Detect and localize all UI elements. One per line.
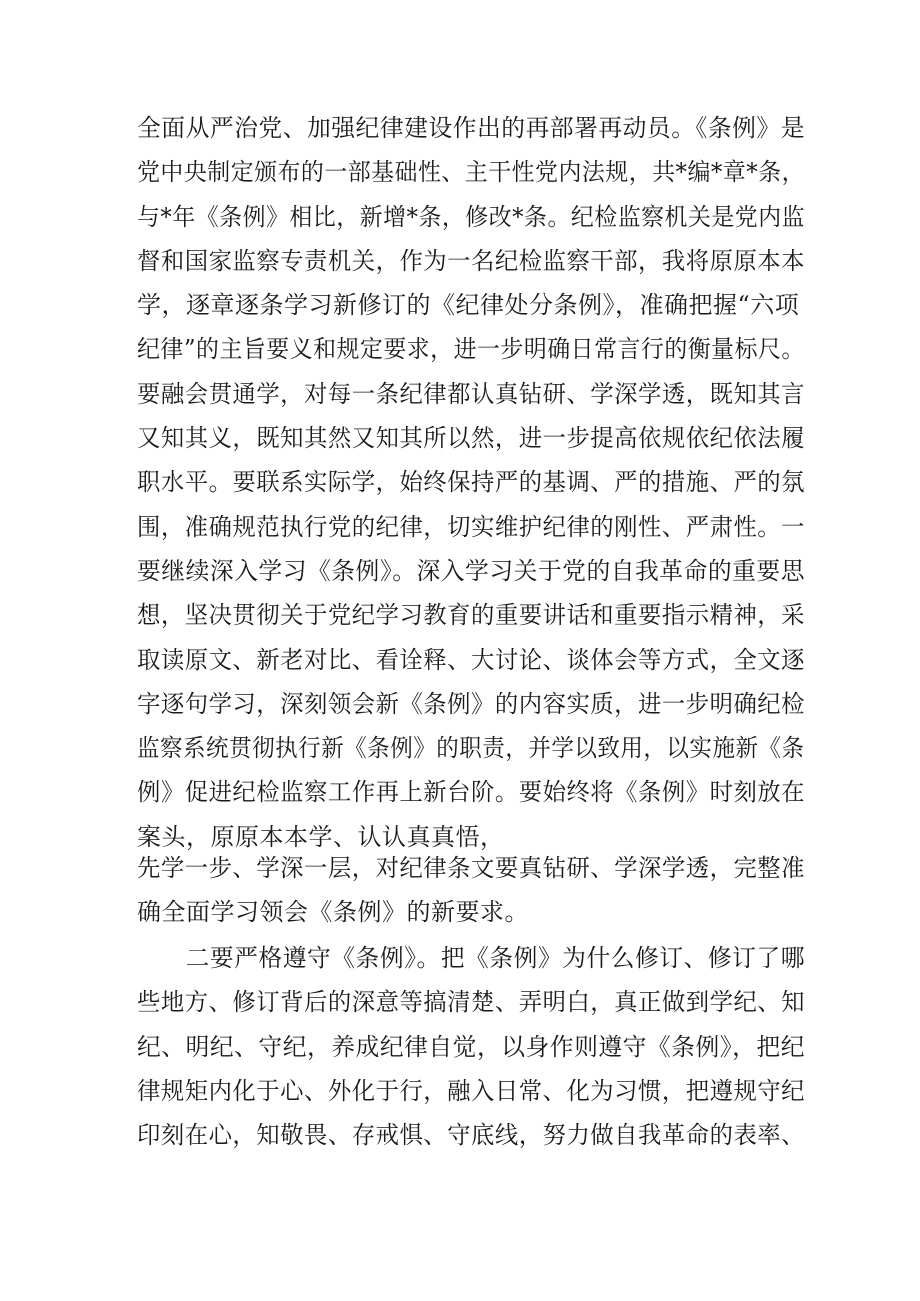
paragraph-continuation bbox=[137, 846, 806, 935]
text-line: 些地方、修订背后的深意等搞清楚、弄明白，真正做到学纪、知 bbox=[137, 988, 806, 1017]
text-line: 职水平。要联系实际学，始终保持严的基调、严的措施、严的氛 bbox=[137, 468, 806, 497]
text-line: 要融会贯通学，对每一条纪律都认真钻研、学深学透，既知其言 bbox=[137, 379, 806, 408]
text-line: 先学一步、学深一层，对纪律条文要真钻研、学深学透，完整准 bbox=[137, 854, 806, 882]
text-line: 确全面学习领会《条例》的新要求。 bbox=[137, 898, 529, 927]
text-line: 字逐句学习，深刻领会新《条例》的内容实质，进一步明确纪检 bbox=[137, 689, 806, 718]
text-line: 又知其义，既知其然又知其所以然，进一步提高依规依纪依法履 bbox=[137, 424, 806, 453]
text-line: 纪律”的主旨要义和规定要求，进一步明确日常言行的衡量标尺。 bbox=[137, 335, 805, 364]
text-line: 二要严格遵守《条例》。把《条例》为什么修订、修订了哪 bbox=[137, 944, 806, 972]
text-line: 督和国家监察专责机关，作为一名纪检监察干部，我将原原本本 bbox=[137, 246, 806, 275]
text-line: 纪、明纪、守纪，养成纪律自觉，以身作则遵守《条例》，把纪 bbox=[137, 1032, 806, 1061]
text-line: 全面从严治党、加强纪律建设作出的再部署再动员。《条例》是 bbox=[137, 114, 806, 142]
text-line: 想，坚决贯彻关于党纪学习教育的重要讲话和重要指示精神，采 bbox=[137, 601, 806, 630]
text-line: 围，准确规范执行党的纪律，切实维护纪律的刚性、严肃性。一 bbox=[137, 512, 806, 541]
text-line: 与*年《条例》相比，新增*条，修改*条。纪检监察机关是党内监 bbox=[137, 202, 806, 231]
text-line: 取读原文、新老对比、看诠释、大讨论、谈体会等方式，全文逐 bbox=[137, 645, 806, 674]
paragraph-continued bbox=[137, 106, 806, 859]
paragraph-strict-compliance bbox=[137, 936, 806, 1157]
text-line: 案头，原原本本学、认认真真悟， bbox=[137, 822, 505, 851]
text-line: 监察系统贯彻执行新《条例》的职责，并学以致用，以实施新《条 bbox=[137, 734, 805, 763]
text-line: 律规矩内化于心、外化于行，融入日常、化为习惯，把遵规守纪 bbox=[137, 1076, 806, 1105]
text-line: 印刻在心，知敬畏、存戒惧、守底线，努力做自我革命的表率、 bbox=[137, 1121, 806, 1150]
text-line: 党中央制定颁布的一部基础性、主干性党内法规，共*编*章*条， bbox=[137, 158, 806, 187]
text-line: 学，逐章逐条学习新修订的《纪律处分条例》，准确把握“六项 bbox=[137, 291, 800, 320]
text-line: 例》促进纪检监察工作再上新台阶。要始终将《条例》时刻放在 bbox=[137, 778, 806, 807]
text-line: 要继续深入学习《条例》。深入学习关于党的自我革命的重要思 bbox=[137, 556, 806, 585]
